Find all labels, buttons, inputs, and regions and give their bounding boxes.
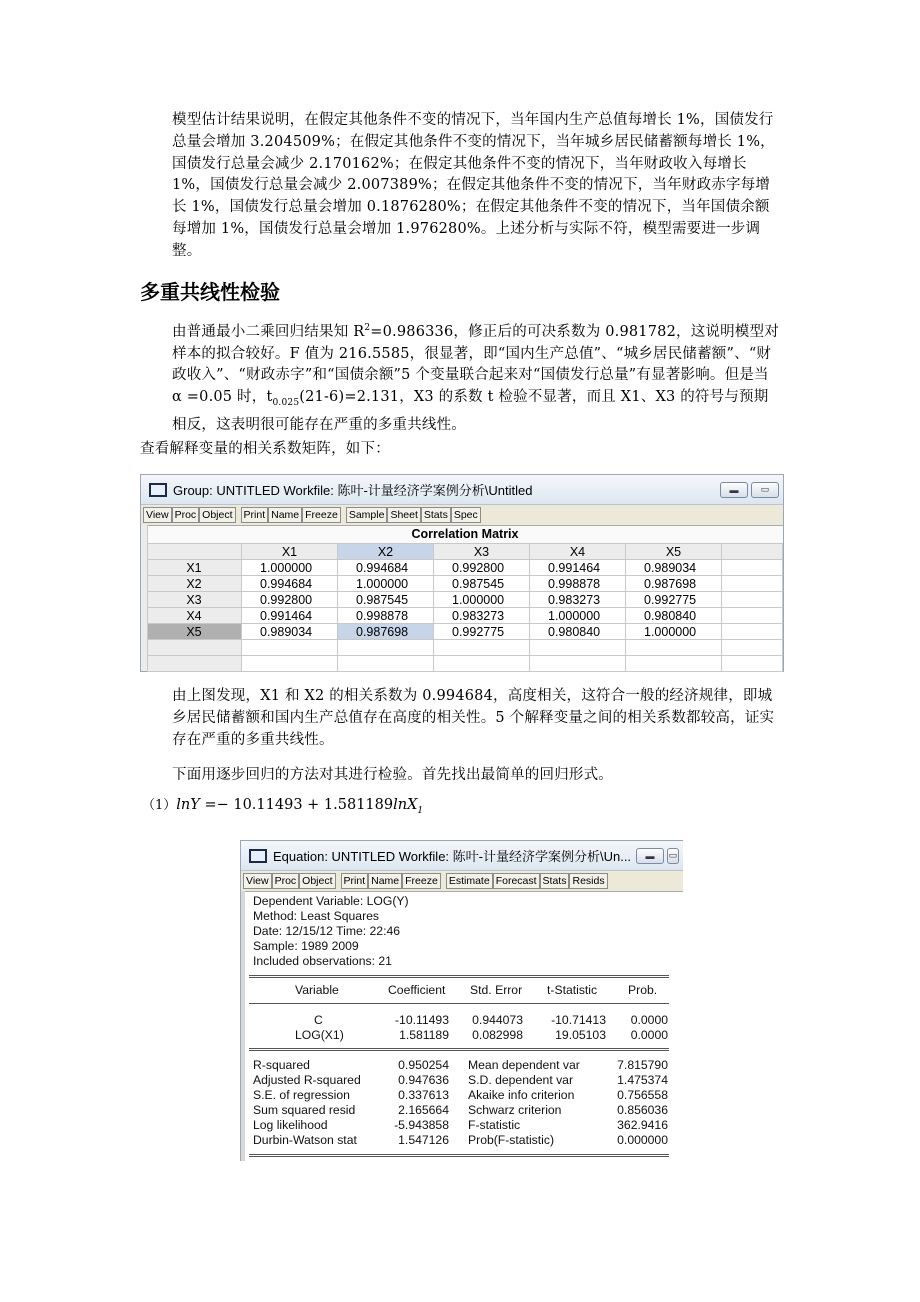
coef-row-prob: 0.0000 bbox=[630, 1028, 668, 1042]
coef-row-variable: C bbox=[314, 1013, 323, 1027]
equation-toolbar bbox=[241, 871, 683, 892]
table-row bbox=[147, 624, 783, 640]
stats-button[interactable]: Stats bbox=[540, 873, 570, 889]
included-observations: Included observations: 21 bbox=[253, 954, 392, 968]
freeze-button[interactable]: Freeze bbox=[302, 507, 341, 523]
resids-button[interactable]: Resids bbox=[569, 873, 607, 889]
stat-value: 1.475374 bbox=[617, 1073, 668, 1087]
coef-row-variable: LOG(X1) bbox=[295, 1028, 344, 1042]
row-header[interactable]: X1 bbox=[147, 560, 242, 576]
empty-row bbox=[147, 656, 783, 672]
correlation-table bbox=[147, 544, 783, 672]
stat-label: S.E. of regression bbox=[253, 1088, 350, 1102]
stat-label: Mean dependent var bbox=[468, 1058, 580, 1072]
table-cell[interactable]: 1.000000 bbox=[626, 624, 722, 640]
coef-row-std-error: 0.082998 bbox=[472, 1028, 523, 1042]
paragraph-stepwise-intro: 下面用逐步回归的方法对其进行检验。首先找出最简单的回归形式。 bbox=[172, 767, 613, 783]
table-cell[interactable]: 0.992800 bbox=[242, 592, 338, 608]
column-header[interactable]: X4 bbox=[530, 544, 626, 560]
table-cell[interactable]: 0.992800 bbox=[434, 560, 530, 576]
table-cell[interactable]: 0.991464 bbox=[242, 608, 338, 624]
stat-value: -5.943858 bbox=[394, 1118, 449, 1132]
table-cell-selected[interactable]: 0.987698 bbox=[338, 624, 434, 640]
coef-row-t-statistic: 19.05103 bbox=[555, 1028, 606, 1042]
stat-value: 0.856036 bbox=[617, 1103, 668, 1117]
stat-label: Adjusted R-squared bbox=[253, 1073, 361, 1087]
estimate-button[interactable]: Estimate bbox=[446, 873, 493, 889]
table-cell[interactable]: 0.998878 bbox=[338, 608, 434, 624]
maximize-button[interactable]: ▭ bbox=[667, 848, 679, 864]
column-header[interactable]: X1 bbox=[242, 544, 338, 560]
print-button[interactable]: Print bbox=[241, 507, 269, 523]
table-cell[interactable]: 1.000000 bbox=[434, 592, 530, 608]
table-cell[interactable]: 0.983273 bbox=[434, 608, 530, 624]
group-window-titlebar bbox=[141, 475, 783, 505]
col-prob: Prob. bbox=[628, 983, 658, 997]
window-icon bbox=[149, 483, 167, 497]
coef-row-t-statistic: -10.71413 bbox=[551, 1013, 606, 1027]
name-button[interactable]: Name bbox=[268, 507, 302, 523]
stat-value: 0.337613 bbox=[398, 1088, 449, 1102]
table-cell[interactable]: 0.994684 bbox=[338, 560, 434, 576]
table-cell[interactable]: 0.992775 bbox=[434, 624, 530, 640]
sample-range: Sample: 1989 2009 bbox=[253, 939, 359, 953]
minimize-button[interactable]: ▬ bbox=[720, 482, 748, 498]
stat-value: 7.815790 bbox=[617, 1058, 668, 1072]
group-toolbar bbox=[141, 505, 783, 526]
proc-button[interactable]: Proc bbox=[172, 507, 200, 523]
stat-label: Log likelihood bbox=[253, 1118, 328, 1132]
stat-label: S.D. dependent var bbox=[468, 1073, 574, 1087]
table-cell[interactable]: 0.998878 bbox=[530, 576, 626, 592]
correlation-matrix-title: Correlation Matrix bbox=[147, 526, 783, 544]
table-cell[interactable]: 0.989034 bbox=[626, 560, 722, 576]
table-cell[interactable]: 1.000000 bbox=[530, 608, 626, 624]
table-cell[interactable]: 0.992775 bbox=[626, 592, 722, 608]
paragraph-corr-analysis: 由上图发现，X1 和 X2 的相关系数为 0.994684，高度相关，这符合一般的经济规律，即城乡居民储蓄额和国内生产总值存在高度的相关性。5 个解释变量之间的相关系数都较高，证实存在严重的多重共线性。 bbox=[172, 688, 775, 748]
stat-label: R-squared bbox=[253, 1058, 310, 1072]
stat-value: 0.000000 bbox=[617, 1133, 668, 1147]
table-row bbox=[147, 608, 783, 624]
table-cell[interactable]: 0.987545 bbox=[434, 576, 530, 592]
view-button[interactable]: View bbox=[143, 507, 172, 523]
forecast-button[interactable]: Forecast bbox=[493, 873, 540, 889]
stat-value: 362.9416 bbox=[617, 1118, 668, 1132]
object-button[interactable]: Object bbox=[199, 507, 235, 523]
view-button[interactable]: View bbox=[243, 873, 272, 889]
stat-value: 0.756558 bbox=[617, 1088, 668, 1102]
coef-row-std-error: 0.944073 bbox=[472, 1013, 523, 1027]
maximize-button[interactable]: ▭ bbox=[751, 482, 779, 498]
table-cell[interactable]: 1.000000 bbox=[338, 576, 434, 592]
row-header[interactable]: X3 bbox=[147, 592, 242, 608]
equation-window-title: Equation: UNTITLED Workfile: 陈叶-计量经济学案例分析\Un... bbox=[273, 849, 632, 864]
stat-value: 2.165664 bbox=[398, 1103, 449, 1117]
equation-window bbox=[240, 840, 683, 1161]
equation-window-titlebar bbox=[241, 841, 683, 871]
stat-value: 0.947636 bbox=[398, 1073, 449, 1087]
minimize-button[interactable]: ▬ bbox=[636, 848, 664, 864]
table-cell[interactable]: 0.980840 bbox=[626, 608, 722, 624]
stat-label: Schwarz criterion bbox=[468, 1103, 562, 1117]
stats-button[interactable]: Stats bbox=[421, 507, 451, 523]
regression-equation: （1）lnY =− 10.11493 + 1.581189lnX$_1$ bbox=[142, 797, 424, 816]
col-t-statistic: t-Statistic bbox=[547, 983, 598, 997]
stat-label: Durbin-Watson stat bbox=[253, 1133, 357, 1147]
stat-label: Akaike info criterion bbox=[468, 1088, 575, 1102]
table-cell[interactable]: 0.983273 bbox=[530, 592, 626, 608]
column-header[interactable]: X2 bbox=[338, 544, 434, 560]
group-window bbox=[140, 474, 784, 672]
coef-row-coefficient: -10.11493 bbox=[395, 1013, 449, 1027]
col-std-error: Std. Error bbox=[470, 983, 523, 997]
print-button[interactable]: Print bbox=[341, 873, 369, 889]
date-time: Date: 12/15/12 Time: 22:46 bbox=[253, 924, 401, 938]
stat-value: 1.547126 bbox=[398, 1133, 449, 1147]
window-icon bbox=[249, 849, 267, 863]
proc-button[interactable]: Proc bbox=[272, 873, 300, 889]
column-header[interactable]: X3 bbox=[434, 544, 530, 560]
table-cell[interactable]: 0.994684 bbox=[242, 576, 338, 592]
object-button[interactable]: Object bbox=[299, 873, 335, 889]
table-cell[interactable]: 0.989034 bbox=[242, 624, 338, 640]
table-row bbox=[147, 592, 783, 608]
empty-row bbox=[147, 640, 783, 656]
paragraph-corr-intro: 查看解释变量的相关系数矩阵，如下： bbox=[140, 441, 390, 457]
group-window-title: Group: UNTITLED Workfile: 陈叶-计量经济学案例分析\Untitled bbox=[173, 483, 533, 498]
section-heading: 多重共线性检验 bbox=[140, 280, 280, 304]
table-header-row bbox=[147, 544, 783, 560]
table-cell[interactable]: 0.980840 bbox=[530, 624, 626, 640]
paragraph-ols-results: 由普通最小二乘回归结果知 $R^2=0.986336$，修正后的可决系数为 0.981782，这说明模型对样本的拟合较好。F 值为 216.5585，很显著，即“国内生产总值”、“城乡居民储蓄额”、“财政收入”、“财政赤字”和“国债余额”5 个变量联合起来对“国债发行总量”有显著影响。但是当 α =0.05 时，$t_{0.025}(21-6)=2.131$，X3 的系数 t 检验不显著，而且 X1、X3 的符号与预期相反，这表明很可能存在严重的多重共线性。 bbox=[172, 323, 779, 433]
sample-button[interactable]: Sample bbox=[346, 507, 388, 523]
coef-row-coefficient: 1.581189 bbox=[399, 1028, 449, 1042]
table-cell[interactable]: 0.987545 bbox=[338, 592, 434, 608]
stat-label: Sum squared resid bbox=[253, 1103, 356, 1117]
row-header[interactable]: X2 bbox=[147, 576, 242, 592]
dependent-variable: Dependent Variable: LOG(Y) bbox=[253, 894, 409, 908]
col-variable: Variable bbox=[295, 983, 339, 997]
row-header[interactable]: X4 bbox=[147, 608, 242, 624]
col-coefficient: Coefficient bbox=[388, 983, 446, 997]
coef-row-prob: 0.0000 bbox=[630, 1013, 668, 1027]
spec-button[interactable]: Spec bbox=[451, 507, 481, 523]
column-header[interactable]: X5 bbox=[626, 544, 722, 560]
table-cell[interactable]: 1.000000 bbox=[242, 560, 338, 576]
table-cell[interactable]: 0.991464 bbox=[530, 560, 626, 576]
freeze-button[interactable]: Freeze bbox=[402, 873, 441, 889]
name-button[interactable]: Name bbox=[368, 873, 402, 889]
row-header[interactable]: X5 bbox=[147, 624, 242, 640]
stat-label: F-statistic bbox=[468, 1118, 521, 1132]
stat-value: 0.950254 bbox=[398, 1058, 449, 1072]
paragraph-model-interpretation: 模型估计结果说明，在假定其他条件不变的情况下，当年国内生产总值每增长 1%，国债发行总量会增加 3.204509%；在假定其他条件不变的情况下，当年城乡居民储蓄额每增长 1%，国债发行总量会减少 2.170162%；在假定其他条件不变的情况下，当年财政收入每增长 1%，国债发行总量会减少 2.007389%；在假定其他条件不变的情况下，当年财政赤字每增长 1%，国债发行总量会增加 0.1876280%；在假定其他条件不变的情况下，当年国债余额每增加 1%，国债发行总量会增加 1.976280%。上述分析与实际不符，模型需要进一步调整。 bbox=[172, 112, 775, 259]
method: Method: Least Squares bbox=[253, 909, 380, 923]
table-row bbox=[147, 560, 783, 576]
table-cell[interactable]: 0.987698 bbox=[626, 576, 722, 592]
stat-label: Prob(F-statistic) bbox=[468, 1133, 554, 1147]
sheet-button[interactable]: Sheet bbox=[387, 507, 420, 523]
table-row bbox=[147, 576, 783, 592]
